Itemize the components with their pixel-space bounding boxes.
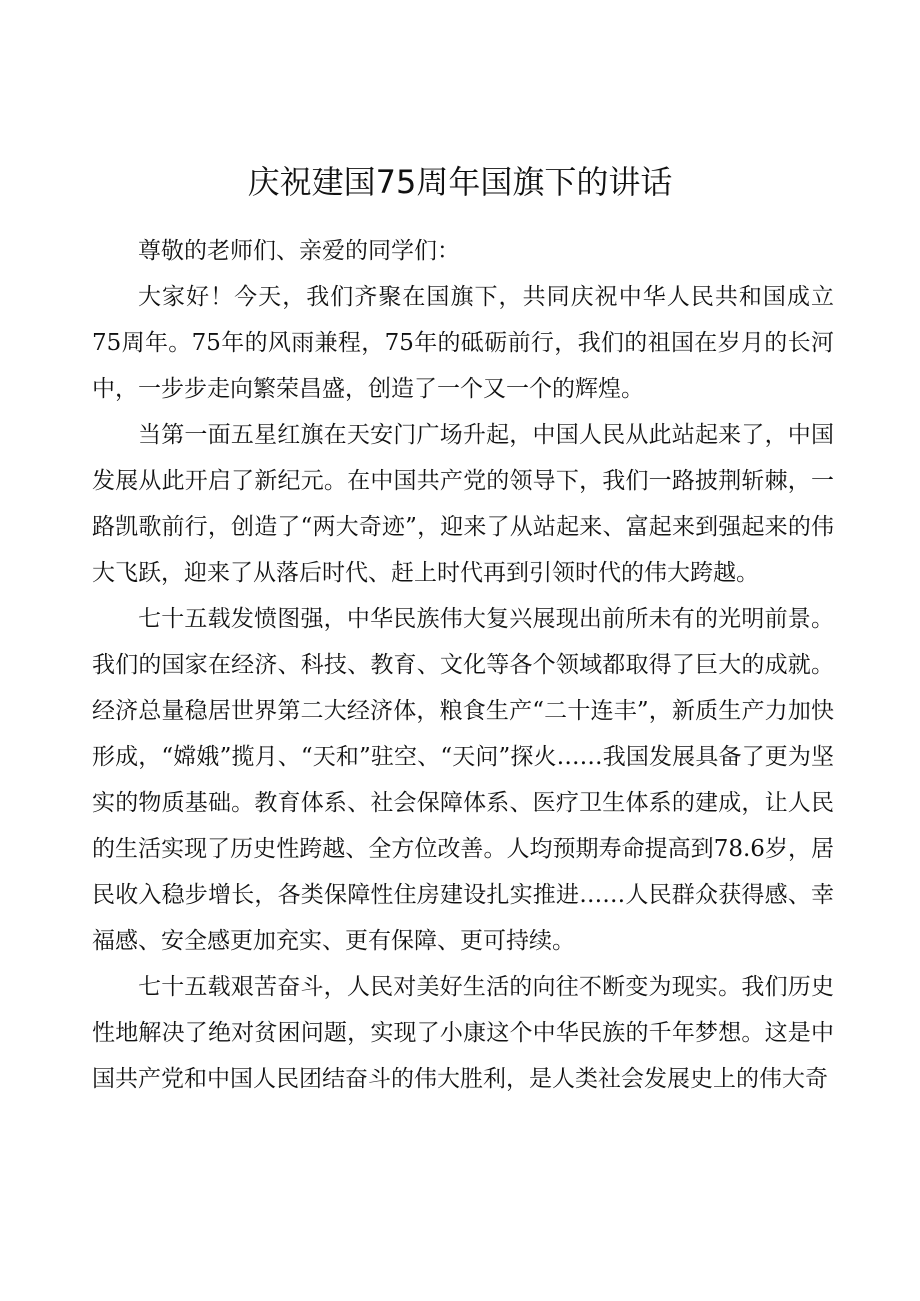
paragraph-4: 七十五载艰苦奋斗，人民对美好生活的向往不断变为现实。我们历史性地解决了绝对贫困问题，实现了小康这个中华民族的千年梦想。这是中国共产党和中国人民团结奋斗的伟大胜利，是人类社会发展史上的伟大奇 — [92, 974, 834, 1092]
salutation: 尊敬的老师们、亲爱的同学们： — [138, 238, 460, 264]
paragraph-1: 大家好！今天，我们齐聚在国旗下，共同庆祝中华人民共和国成立75周年。75年的风雨兼程，75年的砥砺前行，我们的祖国在岁月的长河中，一步步走向繁荣昌盛，创造了一个又一个的辉煌。 — [92, 284, 834, 402]
document-title: 庆祝建国75周年国旗下的讲话 — [247, 163, 673, 201]
paragraph-2: 当第一面五星红旗在天安门广场升起，中国人民从此站起来了，中国发展从此开启了新纪元。在中国共产党的领导下，我们一路披荆斩棘，一路凯歌前行，创造了“两大奇迹”，迎来了从站起来、富起来到强起来的伟大飞跃，迎来了从落后时代、赶上时代再到引领时代的伟大跨越。 — [92, 422, 834, 586]
document-body — [92, 228, 834, 1102]
paragraph-3: 七十五载发愤图强，中华民族伟大复兴展现出前所未有的光明前景。我们的国家在经济、科技、教育、文化等各个领域都取得了巨大的成就。经济总量稳居世界第二大经济体，粮食生产“二十连丰”，新质生产力加快形成，“嫦娥”揽月、“天和”驻空、“天问”探火……我国发展具备了更为坚实的物质基础。教育体系、社会保障体系、医疗卫生体系的建成，让人民的生活实现了历史性跨越、全方位改善。人均预期寿命提高到78.6岁，居民收入稳步增长，各类保障性住房建设扎实推进……人民群众获得感、幸福感、安全感更加充实、更有保障、更可持续。 — [92, 606, 834, 954]
